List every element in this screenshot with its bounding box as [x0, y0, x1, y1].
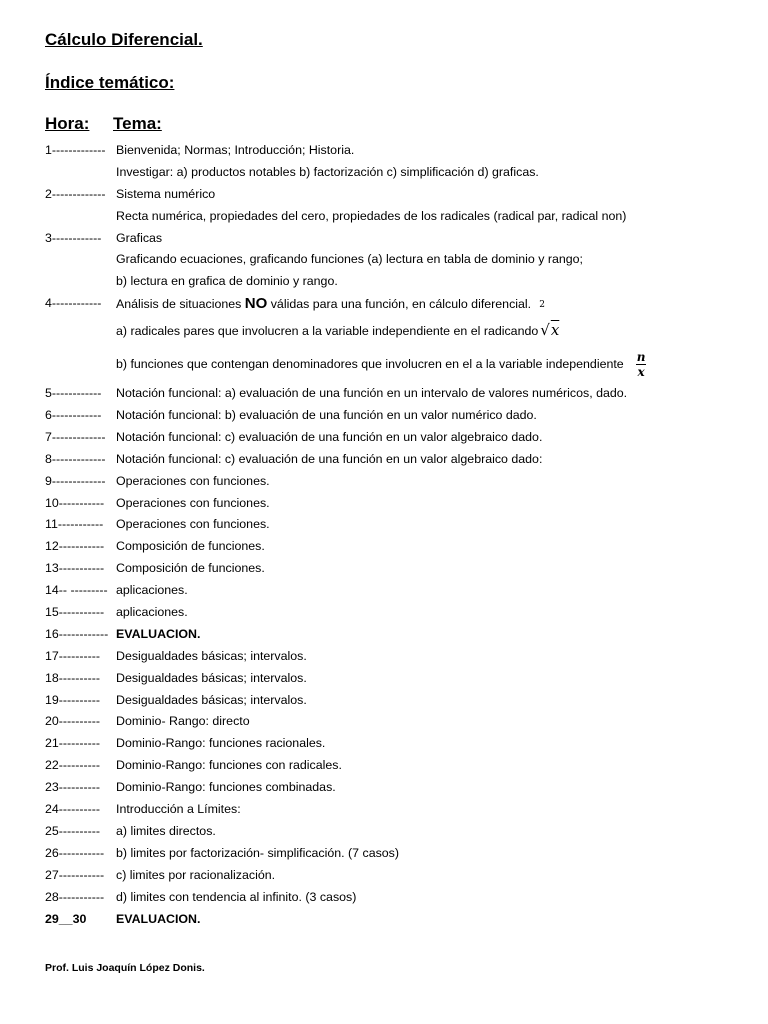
topic-text: Desigualdades básicas; intervalos.: [116, 692, 307, 707]
square-root-formula: 2 √x: [539, 300, 560, 340]
evaluation-text: EVALUACION.: [116, 911, 201, 926]
topic-row-1-detail: [45, 162, 738, 184]
topic-text: [116, 293, 531, 316]
topic-text-part: a) radicales pares que involucren a la variable independiente en el radicando: [116, 324, 539, 339]
topic-text: Composición de funciones.: [116, 561, 265, 576]
topic-text: Graficando ecuaciones, graficando funciones (a) lectura en tabla de dominio y rango;: [116, 252, 583, 267]
topic-text: Notación funcional: b) evaluación de una función en un valor numérico dado.: [116, 408, 537, 423]
topic-row-6: [45, 405, 738, 427]
topic-row-8: [45, 449, 738, 471]
topic-text: Sistema numérico: [116, 186, 216, 201]
fraction-denominator: x: [637, 365, 645, 380]
topic-text: [116, 345, 646, 383]
topic-row-29-30: [45, 909, 738, 931]
topic-text-part: Análisis de situaciones: [116, 297, 245, 312]
topic-row-19: [45, 690, 738, 712]
topic-row-28: [45, 887, 738, 909]
evaluation-text: EVALUACION.: [116, 626, 201, 641]
hour-number: 29__30: [45, 911, 87, 926]
topic-row-16: [45, 624, 738, 646]
topic-text: Notación funcional: c) evaluación de una función en un valor algebraico dado:: [116, 451, 543, 466]
topic-row-12: [45, 536, 738, 558]
hour-number: 27-----------: [45, 867, 105, 882]
topic-row-14: [45, 580, 738, 602]
topic-row-23: [45, 777, 738, 799]
hour-number: 1-------------: [45, 143, 106, 157]
topic-row-15: [45, 602, 738, 624]
topic-text-part: b) funciones que contengan denominadores que involucren en el a la variable independiente: [116, 357, 624, 372]
topic-row-26: [45, 843, 738, 865]
document-title: Cálculo Diferencial.: [45, 30, 203, 49]
topic-row-11: [45, 514, 738, 536]
topic-text: Recta numérica, propiedades del cero, propiedades de los radicales (radical par, radical non): [116, 208, 627, 223]
topic-text: Dominio- Rango: directo: [116, 714, 250, 729]
hour-number: 13-----------: [45, 561, 105, 576]
topic-row-5: [45, 383, 738, 405]
topic-text: Dominio-Rango: funciones combinadas.: [116, 780, 336, 795]
topic-text: Composición de funciones.: [116, 539, 265, 554]
hour-number: 14-- ---------: [45, 583, 108, 598]
hour-number: 6------------: [45, 408, 102, 423]
hour-number: 5------------: [45, 386, 102, 401]
topic-row-24: [45, 799, 738, 821]
author-signature-line: Prof. Luis Joaquín López Donis.: [45, 962, 205, 974]
hour-number: 16------------: [45, 626, 109, 641]
topic-text: a) limites directos.: [116, 823, 216, 838]
hour-number: 28-----------: [45, 889, 105, 904]
topic-text: aplicaciones.: [116, 583, 188, 598]
topic-text: Desigualdades básicas; intervalos.: [116, 670, 307, 685]
topic-row-22: [45, 755, 738, 777]
root-index: 2: [539, 300, 545, 311]
hour-number: 17----------: [45, 648, 101, 663]
topic-text: Operaciones con funciones.: [116, 517, 270, 532]
hour-number: 25----------: [45, 823, 101, 838]
topic-row-7: [45, 427, 738, 449]
hour-number: 10-----------: [45, 495, 105, 510]
topic-text: b) lectura en grafica de dominio y rango.: [116, 274, 338, 289]
topic-row-18: [45, 668, 738, 690]
topic-row-21: [45, 733, 738, 755]
fraction-numerator: n: [636, 350, 646, 365]
topic-text: aplicaciones.: [116, 605, 188, 620]
hour-number: 4------------: [45, 296, 102, 311]
topic-text: Notación funcional: a) evaluación de una función en un intervalo de valores numéricos, dado.: [116, 386, 628, 401]
topic-row-10: [45, 493, 738, 515]
hora-column-heading: Hora:: [45, 114, 90, 133]
topic-row-3: [45, 228, 738, 250]
topic-row-1: [45, 140, 738, 162]
no-emphasis: NO: [244, 295, 268, 313]
topic-text: Desigualdades básicas; intervalos.: [116, 648, 307, 663]
topic-text: c) limites por racionalización.: [116, 867, 276, 882]
hour-number: 7-------------: [45, 429, 106, 444]
topic-text: Dominio-Rango: funciones racionales.: [116, 736, 326, 751]
hour-number: 8-------------: [45, 451, 106, 466]
topic-row-2-detail: [45, 206, 738, 228]
hour-number: 12-----------: [45, 539, 105, 554]
topic-text: Operaciones con funciones.: [116, 473, 270, 488]
topic-row-4-detail-b: [45, 345, 738, 383]
topic-text: Bienvenida; Normas; Introducción; Historia.: [116, 143, 355, 157]
topic-row-9: [45, 471, 738, 493]
topic-text: b) limites por factorización- simplificación. (7 casos): [116, 845, 400, 860]
hour-number: 18----------: [45, 670, 101, 685]
topic-list: [45, 140, 738, 930]
fraction-formula: [636, 350, 647, 379]
hour-number: 20----------: [45, 714, 101, 729]
hour-number: 15-----------: [45, 605, 105, 620]
topic-text: d) limites con tendencia al infinito. (3 casos): [116, 889, 357, 904]
topic-text: Investigar: a) productos notables b) factorización c) simplificación d) graficas.: [116, 164, 539, 179]
hour-number: 19----------: [45, 692, 101, 707]
topic-row-3-detail-b: [45, 271, 738, 293]
root-variable: x: [550, 321, 560, 340]
topic-text: Dominio-Rango: funciones con radicales.: [116, 758, 342, 773]
hour-number: 11-----------: [45, 517, 104, 532]
topic-row-20: [45, 711, 738, 733]
topic-row-3-detail-a: [45, 249, 738, 271]
topic-text: Graficas: [116, 230, 163, 245]
hour-number: 21----------: [45, 736, 101, 751]
hour-number: 9-------------: [45, 473, 106, 488]
hour-number: 2-------------: [45, 186, 106, 201]
hour-number: 23----------: [45, 780, 101, 795]
topic-row-27: [45, 865, 738, 887]
topic-text-part: válidas para una función, en cálculo diferencial.: [267, 297, 532, 312]
topic-row-2: [45, 184, 738, 206]
topic-text: Operaciones con funciones.: [116, 495, 270, 510]
tema-column-heading: Tema:: [113, 114, 162, 133]
hour-number: 24----------: [45, 802, 101, 817]
topic-row-13: [45, 558, 738, 580]
topic-row-4: [45, 293, 738, 315]
hour-number: 26-----------: [45, 845, 105, 860]
hour-number: 3------------: [45, 230, 102, 245]
topic-row-25: [45, 821, 738, 843]
hour-number: 22----------: [45, 758, 101, 773]
topic-text: Introducción a Límites:: [116, 802, 241, 817]
topic-text: Notación funcional: c) evaluación de una función en un valor algebraico dado.: [116, 429, 543, 444]
topic-row-17: [45, 646, 738, 668]
index-heading: Índice temático:: [45, 73, 175, 92]
